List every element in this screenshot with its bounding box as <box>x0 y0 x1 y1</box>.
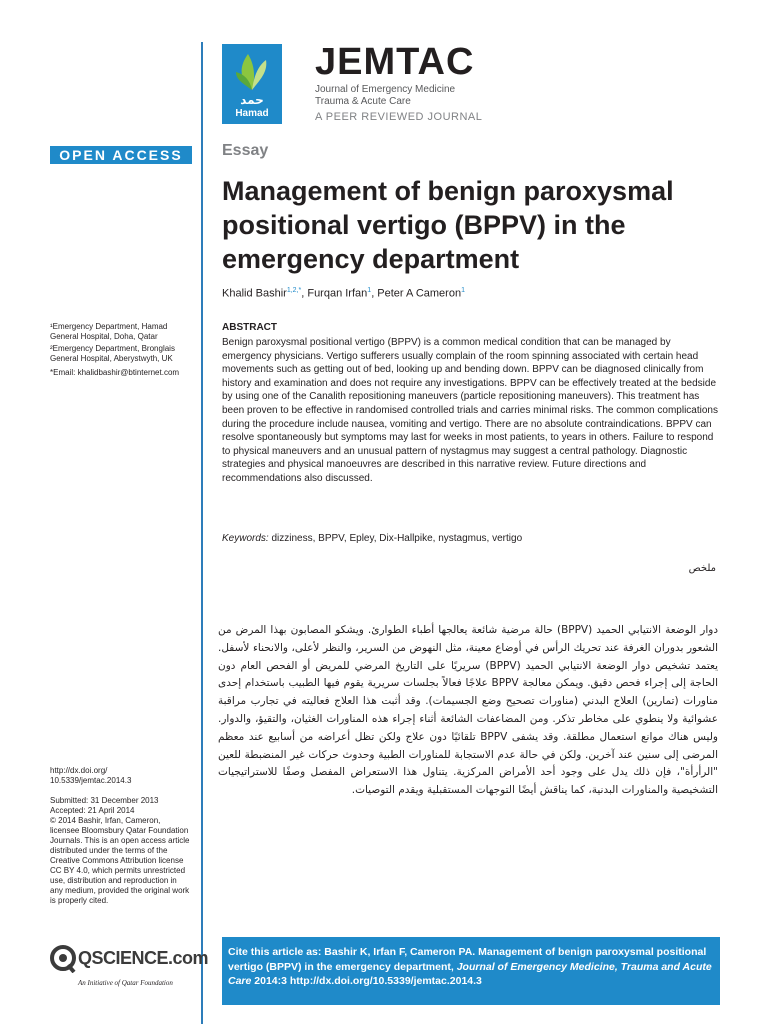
arabic-abstract-text: دوار الوضعة الانتيابي الحميد (BPPV) حالة مرضية شائعة يعالجها أطباء الطوارئ. ويشكو المصابون بهذا المرض من الشعور بدوران الغرفة عند تحريك الرأس في أوضاع معينة، مثل النهوض من السرير، والنظر لأعلى، والانحناء لأسفل. يعتمد تشخيص دوار الوضعة الانتيابي الحميد (BPPV) سريريًا على التاريخ المرضي للمريض أو الفحص العام دون الحاجة إلى إجراء فحص دقيق. ويمكن معالجة BPPV علاجًا فعالاً بجلسات سريرية يقوم فيها الطبيب باستخدام إحدى مناورات (تمارين) العلاج البدني (مناورات تصحيح وضع الجسيمات). وقد أثبت هذا العلاج فعاليته في تجارب مراقبة عشوائية ولا ينطوي على مخاطر تذكر. ومن المضاعفات الشائعة أثناء إجراء هذه المناورات الغثيان، والتقيؤ، والدوار. وليس هناك موانع استعمال مطلقة. وقد يشفى BPPV تلقائيًا دون علاج ولكن تظل أعراضه من أسابيع عند معظم المرضى إلى سنين عند آخرين. ولكن في حالة عدم الاستجابة للمناورات الطبية وحدوث حركات غير المنضبطة للعين "الرأرأة"، فإن ذلك يدل على وجود أحد الأمراض المركزية. يتناول هذا الاستعراض المفصل وصفًا للاستراتيجيات التشخيصية والمناورات البدنية، كما يناقش أيضًا التوجهات المستقبلية ويقدم التوصيات. <box>218 624 719 797</box>
keywords-list: dizziness, BPPV, Epley, Dix-Hallpike, nystagmus, vertigo <box>268 533 523 544</box>
keywords-label: Keywords: <box>222 533 269 544</box>
peer-reviewed-label: A PEER REVIEWED JOURNAL <box>315 111 483 123</box>
arabic-abstract-heading: ملخص <box>688 563 716 574</box>
affiliation-2: ²Emergency Department, Bronglais General Hospital, Aberystwyth, UK <box>50 344 175 363</box>
abstract-text: Benign paroxysmal positional vertigo (BPPV) is a common medical condition that can be managed by emergency physicians. Vertigo sufferers usually complain of the room spinning associated with certain head movements such as getting out of bed, looking up and bending down. BPPV can be diagnosed clinically from history and examination and does not require any investigations. BPPV can be effectively treated at the bedside by using one of the Canalith repositioning maneuvers (particle repositioning maneuvers). This treatment has been proven to be effective in randomised controlled trials and carries minimal risks. The common complications during the procedure include nausea, vomiting and vertigo. There are no absolute contraindications. BPPV can resolve spontaneously but symptoms may last for weeks in most patients, to years in others. Failure to respond to physical maneuvers and an unusual pattern of nystagmus may suggest a central pathology. Diagnostic strategies and physical manoeuvres are described in this narrative review. Future directions and recommendations also discussed. <box>222 337 718 484</box>
accepted-date: Accepted: 21 April 2014 <box>50 806 135 815</box>
logo-latin-text: Hamad <box>235 108 269 119</box>
keywords <box>222 532 720 545</box>
open-access-badge: OPEN ACCESS <box>50 146 192 164</box>
hamad-logo <box>222 44 282 124</box>
abstract-heading: ABSTRACT <box>222 322 277 333</box>
publisher-initiative: An Initiative of Qatar Foundation <box>78 979 173 987</box>
corresponding-email: *Email: khalidbashir@btinternet.com <box>50 368 180 377</box>
article-type: Essay <box>222 142 269 159</box>
logo-arabic-text: حمد <box>240 93 264 107</box>
journal-subtitle-line1: Journal of Emergency Medicine <box>315 84 456 95</box>
citation-journal: Journal of Emergency Medicine, Trauma and Acute Care <box>228 960 712 987</box>
author-affiliation-marker: 1,2,* <box>286 287 302 294</box>
article-title: Management of benign paroxysmal positional vertigo (BPPV) in the emergency department <box>222 176 674 274</box>
affiliation-1: ¹Emergency Department, Hamad General Hospital, Doha, Qatar <box>50 322 168 341</box>
publisher-name: QSCIENCE.com <box>78 948 209 968</box>
journal-name: JEMTAC <box>315 41 475 83</box>
author-affiliation-marker: 1 <box>461 287 465 294</box>
doi-link[interactable]: http://dx.doi.org/ 10.5339/jemtac.2014.3 <box>50 766 132 785</box>
citation-box <box>222 937 720 1005</box>
citation-doi: 2014:3 http://dx.doi.org/10.5339/jemtac.2014.3 <box>251 975 482 987</box>
author-name: , Peter A Cameron <box>371 287 462 300</box>
journal-subtitle-line2: Trauma & Acute Care <box>315 96 411 107</box>
author-name: Khalid Bashir <box>222 287 287 300</box>
leaf-icon <box>234 50 270 92</box>
author-affiliation-marker: 1 <box>367 287 372 294</box>
citation-text: Cite this article as: Bashir K, Irfan F, Cameron PA. Management of benign paroxysmal positional vertigo (BPPV) in the emergency department, <box>228 946 707 973</box>
author-name: , Furqan Irfan <box>301 287 368 300</box>
qscience-logo-icon <box>50 945 76 973</box>
left-column-rule <box>201 42 203 1024</box>
license-text: © 2014 Bashir, Irfan, Cameron, licensee Bloomsbury Qatar Foundation Journals. This is an open access article distributed under the terms of the Creative Commons Attribution license CC BY 4.0, which permits unrestricted use, distribution and reproduction in any medium, provided the original work is properly cited. <box>50 816 190 905</box>
author-list <box>222 284 465 301</box>
submitted-date: Submitted: 31 December 2013 <box>50 796 159 805</box>
